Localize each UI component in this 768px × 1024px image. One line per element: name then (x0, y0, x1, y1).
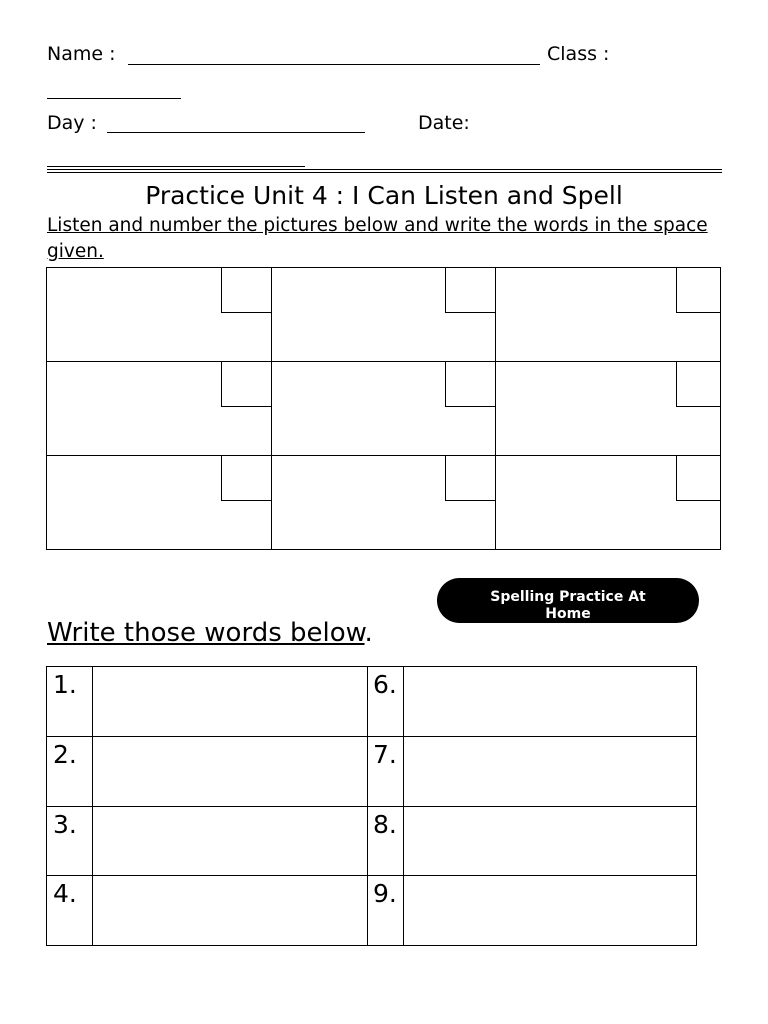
row-number-left: 1. (47, 667, 93, 737)
badge-label: Spelling Practice At Home (490, 589, 646, 622)
class-input-line[interactable] (47, 98, 181, 99)
number-box[interactable] (221, 362, 271, 407)
row-number-left: 3. (47, 806, 93, 876)
number-box[interactable] (676, 456, 720, 501)
row-number-right: 7. (368, 736, 404, 806)
word-answer-cell[interactable] (404, 876, 697, 946)
word-answer-cell[interactable] (404, 667, 697, 737)
word-table (46, 666, 697, 946)
table-row (47, 667, 697, 737)
number-box[interactable] (221, 268, 271, 313)
row-number-left: 4. (47, 876, 93, 946)
picture-cell (47, 456, 272, 550)
picture-grid (46, 267, 721, 550)
page-title: Practice Unit 4 : I Can Listen and Spell (145, 181, 623, 210)
word-answer-cell[interactable] (93, 876, 368, 946)
picture-cell (271, 268, 496, 362)
number-box[interactable] (445, 456, 495, 501)
word-answer-cell[interactable] (404, 806, 697, 876)
write-words-heading (47, 618, 373, 648)
table-row (47, 876, 697, 946)
header-divider-top (47, 169, 722, 170)
date-label: Date: (418, 112, 470, 134)
row-number-right: 6. (368, 667, 404, 737)
spelling-practice-badge (437, 578, 699, 623)
picture-cell (47, 362, 272, 456)
word-answer-cell[interactable] (404, 736, 697, 806)
row-number-left: 2. (47, 736, 93, 806)
row-number-right: 9. (368, 876, 404, 946)
picture-cell (496, 456, 721, 550)
number-box[interactable] (676, 268, 720, 313)
picture-cell (47, 268, 272, 362)
number-box[interactable] (221, 456, 271, 501)
name-input-line[interactable] (128, 64, 540, 65)
table-row (47, 736, 697, 806)
picture-cell (271, 362, 496, 456)
row-number-right: 8. (368, 806, 404, 876)
picture-cell (496, 268, 721, 362)
word-answer-cell[interactable] (93, 667, 368, 737)
table-row (47, 806, 697, 876)
write-words-heading-period: . (364, 618, 373, 648)
word-answer-cell[interactable] (93, 736, 368, 806)
instruction-text: Listen and number the pictures below and write the words in the space given. (47, 215, 708, 262)
header-divider-bottom (47, 172, 722, 173)
write-words-heading-text: Write those words below (47, 618, 365, 648)
date-input-line[interactable] (47, 166, 305, 167)
day-label: Day : (47, 112, 97, 134)
number-box[interactable] (676, 362, 720, 407)
name-label: Name : (47, 43, 116, 65)
day-input-line[interactable] (107, 132, 365, 133)
picture-cell (496, 362, 721, 456)
class-label: Class : (547, 43, 610, 65)
number-box[interactable] (445, 362, 495, 407)
number-box[interactable] (445, 268, 495, 313)
word-answer-cell[interactable] (93, 806, 368, 876)
picture-cell (271, 456, 496, 550)
